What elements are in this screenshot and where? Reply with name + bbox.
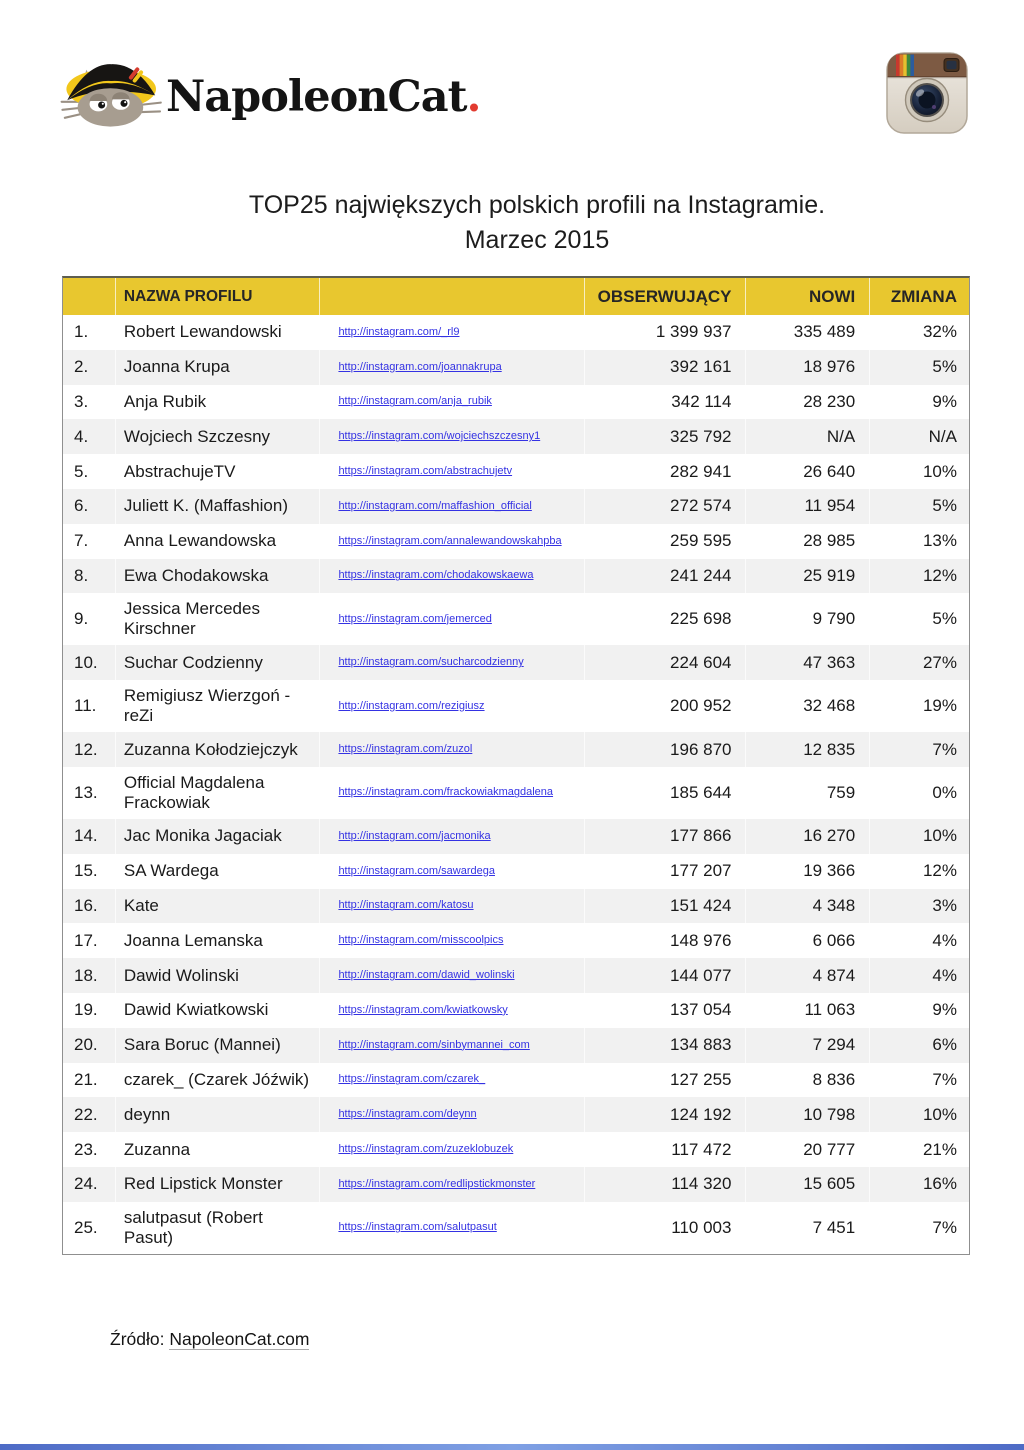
- new-followers-cell: 12 835: [746, 732, 870, 767]
- profile-name-cell: Juliett K. (Maffashion): [116, 489, 321, 524]
- profile-url-cell: [320, 350, 584, 385]
- table-row: [63, 680, 969, 732]
- new-followers-cell: 4 348: [746, 889, 870, 924]
- profile-name-cell: Joanna Lemanska: [116, 923, 321, 958]
- napoleon-cat-icon: [60, 55, 164, 135]
- profile-link[interactable]: https://instagram.com/wojciechszczesny1: [338, 430, 541, 443]
- profile-link[interactable]: http://instagram.com/joannakrupa: [338, 360, 502, 373]
- profile-name-cell: deynn: [116, 1097, 321, 1132]
- profile-name-cell: Wojciech Szczesny: [116, 419, 321, 454]
- profile-url-cell: [320, 767, 584, 819]
- profile-link[interactable]: https://instagram.com/salutpasut: [338, 1221, 497, 1234]
- followers-cell: 342 114: [585, 385, 747, 420]
- profile-url-cell: [320, 593, 584, 645]
- bottom-accent-bar: [0, 1444, 1024, 1450]
- profile-url-cell: [320, 1097, 584, 1132]
- table-row: [63, 993, 969, 1028]
- table-body: [63, 315, 969, 1254]
- rank-cell: 1.: [63, 315, 116, 350]
- new-followers-cell: 335 489: [746, 315, 870, 350]
- table-header-row: [63, 278, 969, 315]
- profile-link[interactable]: https://instagram.com/kwiatkowsky: [338, 1003, 508, 1016]
- source-label: Źródło:: [110, 1329, 170, 1349]
- change-cell: 0%: [932, 782, 957, 802]
- profile-name-cell: Robert Lewandowski: [116, 315, 321, 350]
- new-followers-cell: 28 985: [746, 524, 870, 559]
- header-rank: [63, 278, 116, 315]
- profile-name-cell: Anna Lewandowska: [116, 524, 321, 559]
- rank-cell: 19.: [63, 993, 116, 1028]
- new-followers-cell: N/A: [746, 419, 870, 454]
- header-followers: OBSERWUJĄCY: [585, 278, 747, 315]
- profile-link[interactable]: https://instagram.com/frackowiakmagdalena: [338, 786, 554, 799]
- profile-url-cell: [320, 680, 584, 732]
- logo-wordmark: NapoleonCat.: [166, 72, 481, 122]
- change-cell: 3%: [932, 895, 957, 915]
- table-row: [63, 419, 969, 454]
- rank-cell: 10.: [63, 645, 116, 680]
- followers-cell: 196 870: [585, 732, 747, 767]
- followers-cell: 224 604: [585, 645, 747, 680]
- header-change: ZMIANA: [890, 286, 957, 306]
- new-followers-cell: 6 066: [746, 923, 870, 958]
- change-cell: 5%: [932, 357, 957, 377]
- table-row: [63, 559, 969, 594]
- new-followers-cell: 28 230: [746, 385, 870, 420]
- new-followers-cell: 11 954: [746, 489, 870, 524]
- profile-url-cell: [320, 958, 584, 993]
- change-cell: N/A: [928, 426, 957, 446]
- profile-name-cell: Official Magdalena Frackowiak: [116, 767, 321, 819]
- profile-name-cell: AbstrachujeTV: [116, 454, 321, 489]
- rank-cell: 25.: [63, 1202, 116, 1254]
- profile-url-cell: [320, 385, 584, 420]
- profile-link[interactable]: http://instagram.com/sucharcodzienny: [338, 656, 524, 669]
- profile-name-cell: Sara Boruc (Mannei): [116, 1028, 321, 1063]
- page-title: [25, 188, 1024, 258]
- header-new: NOWI: [746, 278, 870, 315]
- profile-url-cell: [320, 819, 584, 854]
- change-cell: 16%: [922, 1174, 957, 1194]
- profile-name-cell: Remigiusz Wierzgoń - reZi: [116, 680, 321, 732]
- change-cell: 5%: [932, 496, 957, 516]
- table-row: [63, 889, 969, 924]
- new-followers-cell: 47 363: [746, 645, 870, 680]
- rank-cell: 6.: [63, 489, 116, 524]
- rank-cell: 14.: [63, 819, 116, 854]
- rank-cell: 18.: [63, 958, 116, 993]
- title-line-1: TOP25 największych polskich profili na Instagramie.: [248, 191, 826, 219]
- ranking-table: [62, 276, 970, 1255]
- followers-cell: 117 472: [585, 1132, 747, 1167]
- title-line-2: Marzec 2015: [464, 226, 610, 254]
- new-followers-cell: 26 640: [746, 454, 870, 489]
- profile-link[interactable]: https://instagram.com/czarek_: [338, 1073, 486, 1086]
- rank-cell: 9.: [63, 593, 116, 645]
- change-cell: 12%: [922, 861, 957, 881]
- new-followers-cell: 19 366: [746, 854, 870, 889]
- change-cell: 7%: [932, 739, 957, 759]
- source-note: [110, 1329, 309, 1350]
- change-cell: 7%: [932, 1217, 957, 1237]
- change-cell: 21%: [922, 1139, 957, 1159]
- table-row: [63, 645, 969, 680]
- profile-url-cell: [320, 489, 584, 524]
- followers-cell: 114 320: [585, 1167, 747, 1202]
- profile-link[interactable]: http://instagram.com/jacmonika: [338, 829, 491, 842]
- followers-cell: 144 077: [585, 958, 747, 993]
- profile-url-cell: [320, 315, 584, 350]
- rank-cell: 12.: [63, 732, 116, 767]
- followers-cell: 200 952: [585, 680, 747, 732]
- profile-url-cell: [320, 1063, 584, 1098]
- change-cell: 4%: [932, 965, 957, 985]
- source-link[interactable]: NapoleonCat.com: [169, 1329, 310, 1349]
- table-row: [63, 923, 969, 958]
- followers-cell: 124 192: [585, 1097, 747, 1132]
- change-cell: 6%: [932, 1035, 957, 1055]
- rank-cell: 2.: [63, 350, 116, 385]
- change-cell: 5%: [932, 609, 957, 629]
- change-cell: 12%: [922, 565, 957, 585]
- profile-link[interactable]: http://instagram.com/_rl9: [338, 325, 460, 338]
- change-cell: 9%: [932, 1000, 957, 1020]
- profile-link[interactable]: https://instagram.com/zuzol: [338, 743, 473, 756]
- table-row: [63, 350, 969, 385]
- new-followers-cell: 7 451: [746, 1202, 870, 1254]
- napoleoncat-logo: [60, 55, 480, 135]
- profile-link[interactable]: http://instagram.com/maffashion_official: [338, 499, 532, 512]
- rank-cell: 4.: [63, 419, 116, 454]
- new-followers-cell: 759: [746, 767, 870, 819]
- followers-cell: 241 244: [585, 559, 747, 594]
- new-followers-cell: 4 874: [746, 958, 870, 993]
- followers-cell: 185 644: [585, 767, 747, 819]
- rank-cell: 23.: [63, 1132, 116, 1167]
- rank-cell: 7.: [63, 524, 116, 559]
- table-row: [63, 854, 969, 889]
- table-row: [63, 732, 969, 767]
- profile-link[interactable]: https://instagram.com/abstrachujetv: [338, 465, 513, 478]
- profile-name-cell: Zuzanna Kołodziejczyk: [116, 732, 321, 767]
- profile-name-cell: Ewa Chodakowska: [116, 559, 321, 594]
- change-cell: 10%: [922, 1104, 957, 1124]
- profile-link[interactable]: https://instagram.com/zuzeklobuzek: [338, 1143, 514, 1156]
- change-cell: 32%: [922, 322, 957, 342]
- rank-cell: 21.: [63, 1063, 116, 1098]
- change-cell: 4%: [932, 930, 957, 950]
- followers-cell: 272 574: [585, 489, 747, 524]
- followers-cell: 392 161: [585, 350, 747, 385]
- table-row: [63, 454, 969, 489]
- profile-name-cell: Dawid Kwiatkowski: [116, 993, 321, 1028]
- new-followers-cell: 20 777: [746, 1132, 870, 1167]
- table-row: [63, 767, 969, 819]
- profile-link[interactable]: http://instagram.com/misscoolpics: [338, 934, 504, 947]
- instagram-icon: [886, 52, 968, 134]
- table-row: [63, 385, 969, 420]
- table-row: [63, 819, 969, 854]
- new-followers-cell: 10 798: [746, 1097, 870, 1132]
- followers-cell: 1 399 937: [585, 315, 747, 350]
- new-followers-cell: 32 468: [746, 680, 870, 732]
- rank-cell: 16.: [63, 889, 116, 924]
- change-cell: 7%: [932, 1069, 957, 1089]
- followers-cell: 282 941: [585, 454, 747, 489]
- profile-link[interactable]: http://instagram.com/sinbymannei_com: [338, 1038, 530, 1051]
- profile-url-cell: [320, 1167, 584, 1202]
- profile-name-cell: Anja Rubik: [116, 385, 321, 420]
- profile-link[interactable]: https://instagram.com/annalewandowskahpba: [338, 534, 562, 547]
- rank-cell: 24.: [63, 1167, 116, 1202]
- rank-cell: 17.: [63, 923, 116, 958]
- table-row: [63, 1132, 969, 1167]
- change-cell: 27%: [922, 652, 957, 672]
- profile-name-cell: Suchar Codzienny: [116, 645, 321, 680]
- profile-link[interactable]: https://instagram.com/chodakowskaewa: [338, 569, 534, 582]
- profile-name-cell: Dawid Wolinski: [116, 958, 321, 993]
- profile-url-cell: [320, 889, 584, 924]
- logo-dot: .: [466, 72, 481, 122]
- profile-name-cell: Kate: [116, 889, 321, 924]
- profile-link[interactable]: http://instagram.com/dawid_wolinski: [338, 969, 515, 982]
- table-row: [63, 489, 969, 524]
- followers-cell: 134 883: [585, 1028, 747, 1063]
- profile-url-cell: [320, 524, 584, 559]
- table-row: [63, 1063, 969, 1098]
- new-followers-cell: 15 605: [746, 1167, 870, 1202]
- table-row: [63, 1167, 969, 1202]
- profile-name-cell: Joanna Krupa: [116, 350, 321, 385]
- new-followers-cell: 8 836: [746, 1063, 870, 1098]
- profile-url-cell: [320, 645, 584, 680]
- profile-name-cell: Zuzanna: [116, 1132, 321, 1167]
- rank-cell: 5.: [63, 454, 116, 489]
- header-profile-name: NAZWA PROFILU: [116, 278, 321, 315]
- new-followers-cell: 25 919: [746, 559, 870, 594]
- followers-cell: 137 054: [585, 993, 747, 1028]
- profile-url-cell: [320, 1028, 584, 1063]
- followers-cell: 225 698: [585, 593, 747, 645]
- rank-cell: 11.: [63, 680, 116, 732]
- profile-link[interactable]: http://instagram.com/anja_rubik: [338, 395, 492, 408]
- profile-url-cell: [320, 419, 584, 454]
- profile-url-cell: [320, 854, 584, 889]
- profile-url-cell: [320, 559, 584, 594]
- rank-cell: 22.: [63, 1097, 116, 1132]
- rank-cell: 15.: [63, 854, 116, 889]
- profile-link[interactable]: http://instagram.com/katosu: [338, 899, 474, 912]
- profile-url-cell: [320, 732, 584, 767]
- rank-cell: 20.: [63, 1028, 116, 1063]
- change-cell: 9%: [932, 391, 957, 411]
- followers-cell: 259 595: [585, 524, 747, 559]
- table-row: [63, 1202, 969, 1254]
- profile-name-cell: salutpasut (Robert Pasut): [116, 1202, 321, 1254]
- table-row: [63, 593, 969, 645]
- profile-name-cell: Jac Monika Jagaciak: [116, 819, 321, 854]
- followers-cell: 127 255: [585, 1063, 747, 1098]
- change-cell: 10%: [922, 461, 957, 481]
- rank-cell: 13.: [63, 767, 116, 819]
- profile-url-cell: [320, 1132, 584, 1167]
- change-cell: 10%: [922, 826, 957, 846]
- profile-name-cell: Jessica Mercedes Kirschner: [116, 593, 321, 645]
- profile-name-cell: Red Lipstick Monster: [116, 1167, 321, 1202]
- table-row: [63, 315, 969, 350]
- rank-cell: 8.: [63, 559, 116, 594]
- followers-cell: 177 207: [585, 854, 747, 889]
- profile-url-cell: [320, 454, 584, 489]
- rank-cell: 3.: [63, 385, 116, 420]
- new-followers-cell: 7 294: [746, 1028, 870, 1063]
- followers-cell: 325 792: [585, 419, 747, 454]
- new-followers-cell: 16 270: [746, 819, 870, 854]
- profile-link[interactable]: http://instagram.com/rezigiusz: [338, 699, 485, 712]
- table-row: [63, 524, 969, 559]
- profile-name-cell: SA Wardega: [116, 854, 321, 889]
- followers-cell: 151 424: [585, 889, 747, 924]
- profile-link[interactable]: https://instagram.com/redlipstickmonster: [338, 1177, 536, 1190]
- change-cell: 13%: [922, 531, 957, 551]
- new-followers-cell: 18 976: [746, 350, 870, 385]
- profile-url-cell: [320, 993, 584, 1028]
- table-row: [63, 1097, 969, 1132]
- profile-link[interactable]: http://instagram.com/sawardega: [338, 864, 495, 877]
- new-followers-cell: 9 790: [746, 593, 870, 645]
- table-row: [63, 958, 969, 993]
- change-cell: 19%: [922, 696, 957, 716]
- table-row: [63, 1028, 969, 1063]
- followers-cell: 148 976: [585, 923, 747, 958]
- profile-link[interactable]: https://instagram.com/jemerced: [338, 612, 492, 625]
- new-followers-cell: 11 063: [746, 993, 870, 1028]
- profile-url-cell: [320, 1202, 584, 1254]
- profile-url-cell: [320, 923, 584, 958]
- followers-cell: 110 003: [585, 1202, 747, 1254]
- profile-name-cell: czarek_ (Czarek Jóźwik): [116, 1063, 321, 1098]
- header-url: [320, 278, 584, 315]
- profile-link[interactable]: https://instagram.com/deynn: [338, 1108, 477, 1121]
- followers-cell: 177 866: [585, 819, 747, 854]
